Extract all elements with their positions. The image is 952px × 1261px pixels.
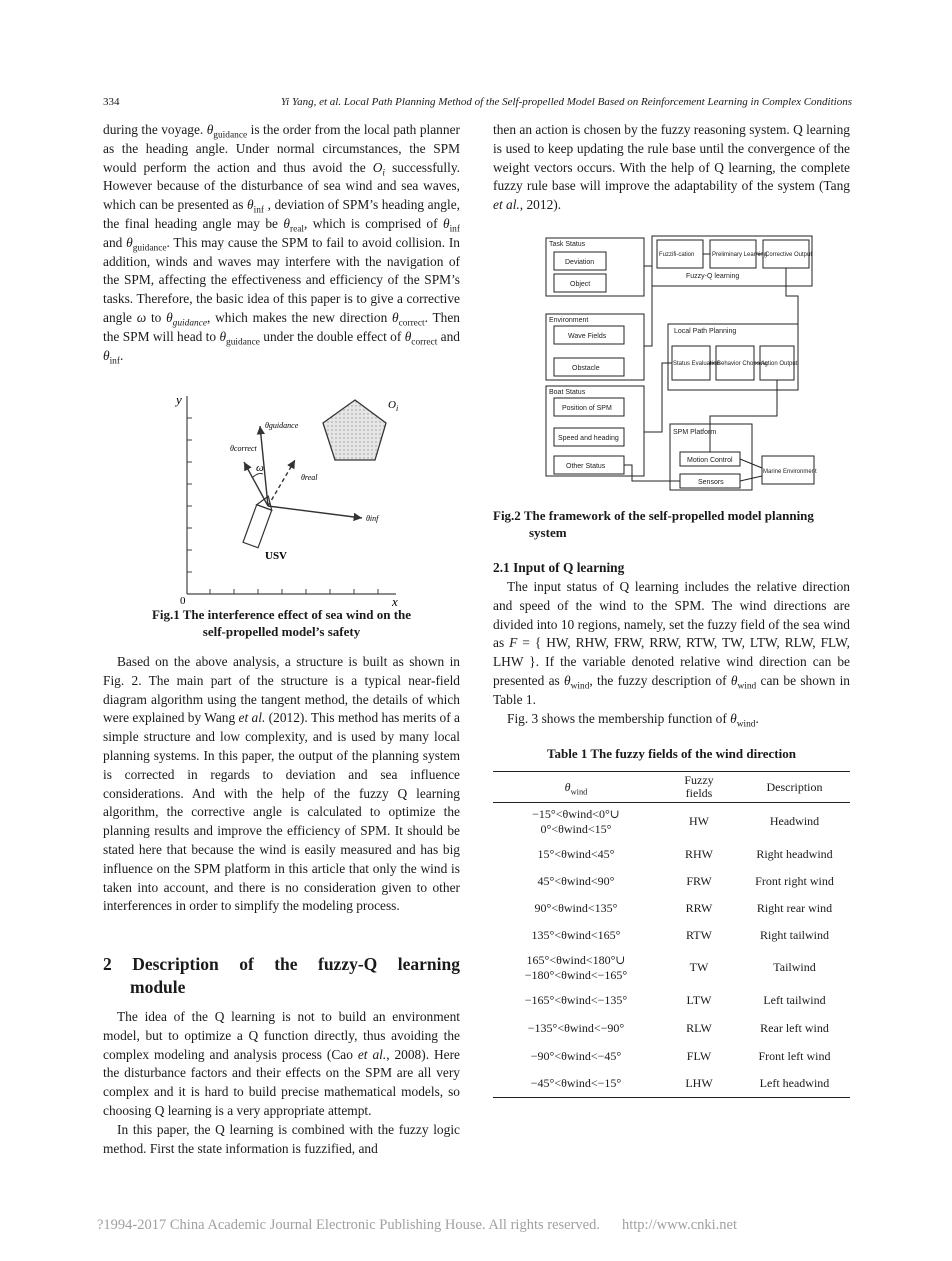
other-status-label: Other Status bbox=[566, 463, 606, 470]
header-fuzzy-fields bbox=[659, 772, 739, 803]
preliminary-learning-label: Preliminary Learning bbox=[712, 252, 768, 258]
page-number: 334 bbox=[103, 96, 120, 108]
fuzzy-q-learning-label: Fuzzy-Q learning bbox=[686, 273, 740, 280]
paragraph: then an action is chosen by the fuzzy reasoning system. Q learning is used to keep updating the rule base until the convergence of the weight vectors occurs. With the help of Q learning, the complete fuzzy rule base will improve the adaptability of the system (Tang et al., 2012). bbox=[493, 122, 850, 213]
header-sub: wind bbox=[570, 786, 588, 796]
caption-line: Fig.2 The framework of the self-propelled model planning bbox=[493, 508, 814, 523]
range-cell: −135°<θwind<−90° bbox=[527, 1021, 625, 1035]
table-1-caption: Table 1 The fuzzy fields of the wind direction bbox=[547, 746, 796, 761]
marine-environment-label: Marine Environment bbox=[763, 469, 817, 475]
caption-line: Fig.1 The interference effect of sea wind on the bbox=[151, 607, 412, 622]
status-evaluation-label: Status Evaluation bbox=[673, 361, 720, 367]
usv-label: USV bbox=[265, 550, 288, 562]
wave-fields-label: Wave Fields bbox=[568, 333, 607, 340]
table-header-row bbox=[493, 772, 850, 803]
field-cell: TW bbox=[689, 960, 709, 974]
heading-word: 2 bbox=[103, 954, 112, 974]
figure-2-caption bbox=[493, 507, 850, 541]
range-cell bbox=[493, 949, 659, 987]
range-line: 165°<θwind<180°∪ bbox=[526, 952, 626, 967]
range-cell bbox=[493, 803, 659, 841]
table-row bbox=[493, 922, 850, 949]
header-line: Fuzzy bbox=[684, 773, 714, 787]
desc-cell: Right tailwind bbox=[760, 927, 829, 942]
spm-platform-label: SPM Platform bbox=[673, 429, 717, 436]
table-row bbox=[493, 1043, 850, 1070]
field-cell: RHW bbox=[685, 846, 713, 861]
range-line: 0°<θwind<15° bbox=[540, 821, 612, 836]
omega-label: ω bbox=[256, 462, 264, 474]
fuzzification-label: Fuzzifi-cation bbox=[659, 252, 695, 258]
sensors-label: Sensors bbox=[698, 479, 724, 486]
paragraph: Based on the above analysis, a structure is built as shown in Fig. 2. The main part of the structure is a typical near-field diagram algorithm using the tangent method, the details of which were explained by Wang et al. (2012). This method has merits of a simple structure and low complexity, and is used by many local planning systems. In this paper, the output of the planning system is corrected in regards to deviation and sea influence considerations. And with the help of the fuzzy Q learning algorithm, the corrective angle is calculated to optimize the planning results and improve the efficiency of SPM. It should be stated here that because the wind is easily measured and has big influence on the SPM platform in this article that only the wind is taken into account, and there is no consideration given to other interferences in order to simplify the modeling process. bbox=[103, 654, 460, 914]
position-spm-label: Position of SPM bbox=[562, 405, 612, 412]
deviation-label: Deviation bbox=[565, 259, 595, 266]
header-theta-wind bbox=[493, 772, 659, 803]
field-cell: LTW bbox=[686, 993, 712, 1007]
paragraph: The input status of Q learning includes the relative direction and speed of the wind to the SPM. The wind directions are divided into 10 regions, namely, set the fuzzy field of the sea wind as F = { HW, RHW, FRW, RRW, RTW, TW, LTW, RLW, FLW, LHW }. If the variable denoted relative wind direction can be presented as $\theta_{wind}$, the fuzzy description of $\theta_{wind}$ can be shown in Table 1. bbox=[493, 579, 850, 707]
field-cell: HW bbox=[689, 814, 709, 829]
speed-heading-label: Speed and heading bbox=[558, 435, 619, 442]
omega-arc bbox=[252, 474, 263, 479]
usv-vessel bbox=[243, 493, 276, 547]
desc-cell: Front left wind bbox=[758, 1048, 831, 1063]
header-description: Description bbox=[766, 779, 823, 794]
y-axis-label: y bbox=[176, 392, 182, 407]
range-cell: 90°<θwind<135° bbox=[534, 900, 618, 915]
range-cell: −90°<θwind<−45° bbox=[530, 1048, 622, 1063]
desc-cell: Left headwind bbox=[759, 1075, 830, 1090]
paragraph: Fig. 3 shows the membership function of $\theta_{wind}$. bbox=[507, 710, 759, 730]
figure-2 bbox=[540, 232, 820, 494]
behavior-choosing-label: Behavior Choosing bbox=[717, 361, 768, 367]
theta-real-arrow bbox=[268, 460, 295, 506]
figure-1-caption bbox=[103, 606, 460, 640]
table-row bbox=[493, 1015, 850, 1043]
desc-cell: Tailwind bbox=[773, 960, 816, 974]
field-cell: RTW bbox=[686, 927, 712, 942]
task-status-label: Task Status bbox=[549, 241, 586, 248]
field-cell: FRW bbox=[686, 873, 712, 888]
motion-control-label: Motion Control bbox=[687, 457, 733, 464]
x-axis-label: x bbox=[392, 594, 398, 606]
paragraph: The idea of the Q learning is not to build an environment model, but to optimize a Q function directly, thus avoiding the complex modeling and analysis process (Cao et al., 2008). Here the disturbance factors and their effects on the SPM are all very complex and it is hard to build precise mathematical models, so choosing Q learning is a very appropriate attempt. bbox=[103, 1009, 460, 1118]
table-row bbox=[493, 949, 850, 987]
table-row bbox=[493, 868, 850, 895]
body-text-left-bottom bbox=[103, 1008, 460, 1158]
running-title: Yi Yang, et al. Local Path Planning Method of the Self-propelled Model Based on Reinforcement Learning in Complex Conditions bbox=[280, 96, 852, 108]
footer bbox=[97, 1217, 737, 1234]
header-theta: θ bbox=[564, 779, 571, 794]
body-text-right-mid bbox=[493, 578, 850, 728]
object-label: Object bbox=[570, 281, 591, 288]
table-row bbox=[493, 1070, 850, 1098]
range-line: −15°<θwind<0°∪ bbox=[532, 806, 620, 821]
heading-word: learning bbox=[397, 954, 460, 974]
heading-line-2: module bbox=[130, 977, 186, 997]
body-text-right-top bbox=[493, 121, 850, 215]
field-cell: RRW bbox=[685, 900, 713, 915]
desc-cell: Left tailwind bbox=[763, 993, 826, 1007]
desc-cell: Right headwind bbox=[756, 846, 833, 861]
origin-label: 0 bbox=[180, 595, 186, 606]
inf-label: θinf bbox=[366, 514, 379, 523]
desc-cell: Right rear wind bbox=[756, 900, 833, 915]
environment-label: Environment bbox=[549, 317, 589, 324]
paragraph: during the voyage. $\theta_{guidance}$ is the order from the local path planner as the heading angle. Under normal circumstances, the SPM would perform the action and thus avoid the $O_i$ successfully. However because of the disturbance of sea wind and sea waves, which can be presented as $\theta_{inf}$ , deviation of SPM’s heading angle, the final heading angle may be $\theta_{real}$, which is comprised of $\theta_{inf}$ and $\theta_{guidance}$. This may cause the SPM to fail to avoid collision. In addition, winds and waves may interfere with the navigation of the SPM, affecting the effectiveness and efficiency of the SPM’s tasks. Therefore, the basic idea of this paper is to give a corrective angle ω to $\theta_{guidance}$, which makes the new direction $\theta_{correct}$. Then the SPM will head to $\theta_{guidance}$ under the double effect of $\theta_{correct}$ and $\theta_{inf}$. bbox=[103, 122, 461, 367]
range-cell: 15°<θwind<45° bbox=[537, 846, 615, 861]
table-1 bbox=[493, 771, 850, 1098]
desc-cell: Front right wind bbox=[755, 873, 834, 888]
footer-copyright: ?1994-2017 China Academic Journal Electronic Publishing House. All rights reserved. bbox=[97, 1217, 600, 1233]
guidance-label: θguidance bbox=[265, 421, 299, 430]
table-row bbox=[493, 987, 850, 1015]
range-cell: 45°<θwind<90° bbox=[537, 873, 615, 888]
obstacle-label: $O_i$ bbox=[388, 399, 399, 413]
action-output-label: Action Output bbox=[761, 361, 798, 367]
obstacle-label: Obstacle bbox=[572, 365, 600, 372]
body-text-left-mid bbox=[103, 653, 460, 916]
corrective-output-label: Corrective Output bbox=[765, 252, 813, 258]
range-line: −180°<θwind<−165° bbox=[524, 967, 628, 982]
range-cell: −45°<θwind<−15° bbox=[530, 1075, 622, 1090]
table-row bbox=[493, 803, 850, 841]
boat-status-label: Boat Status bbox=[549, 389, 586, 396]
real-label: θreal bbox=[301, 473, 318, 482]
heading-word: of bbox=[239, 954, 254, 974]
heading-word: the bbox=[274, 954, 298, 974]
body-text-left-top bbox=[103, 121, 460, 365]
range-cell: 135°<θwind<165° bbox=[531, 927, 621, 942]
caption-line: system bbox=[529, 525, 567, 540]
heading-word: Description bbox=[132, 954, 219, 974]
local-path-planning-label: Local Path Planning bbox=[674, 328, 737, 335]
desc-cell: Headwind bbox=[769, 814, 820, 829]
field-cell: RLW bbox=[686, 1021, 712, 1035]
field-cell: FLW bbox=[686, 1048, 712, 1063]
heading-word: fuzzy-Q bbox=[318, 954, 378, 974]
range-cell: −165°<θwind<−135° bbox=[524, 993, 628, 1007]
table-row bbox=[493, 841, 850, 868]
obstacle-pentagon bbox=[323, 400, 386, 460]
figure-1 bbox=[170, 388, 420, 606]
field-cell: LHW bbox=[685, 1075, 713, 1090]
theta-inf-arrow bbox=[268, 506, 362, 518]
table-row bbox=[493, 895, 850, 922]
paragraph: In this paper, the Q learning is combined with the fuzzy logic method. First the state information is fuzzified, and bbox=[103, 1121, 460, 1156]
header-line: fields bbox=[685, 786, 713, 800]
section-2-heading bbox=[103, 953, 460, 999]
footer-url[interactable]: http://www.cnki.net bbox=[621, 1217, 738, 1233]
subsection-2-1-heading: 2.1 Input of Q learning bbox=[493, 560, 625, 575]
desc-cell: Rear left wind bbox=[760, 1021, 829, 1035]
correct-label: θcorrect bbox=[230, 444, 257, 453]
caption-line: self-propelled model’s safety bbox=[202, 624, 361, 639]
